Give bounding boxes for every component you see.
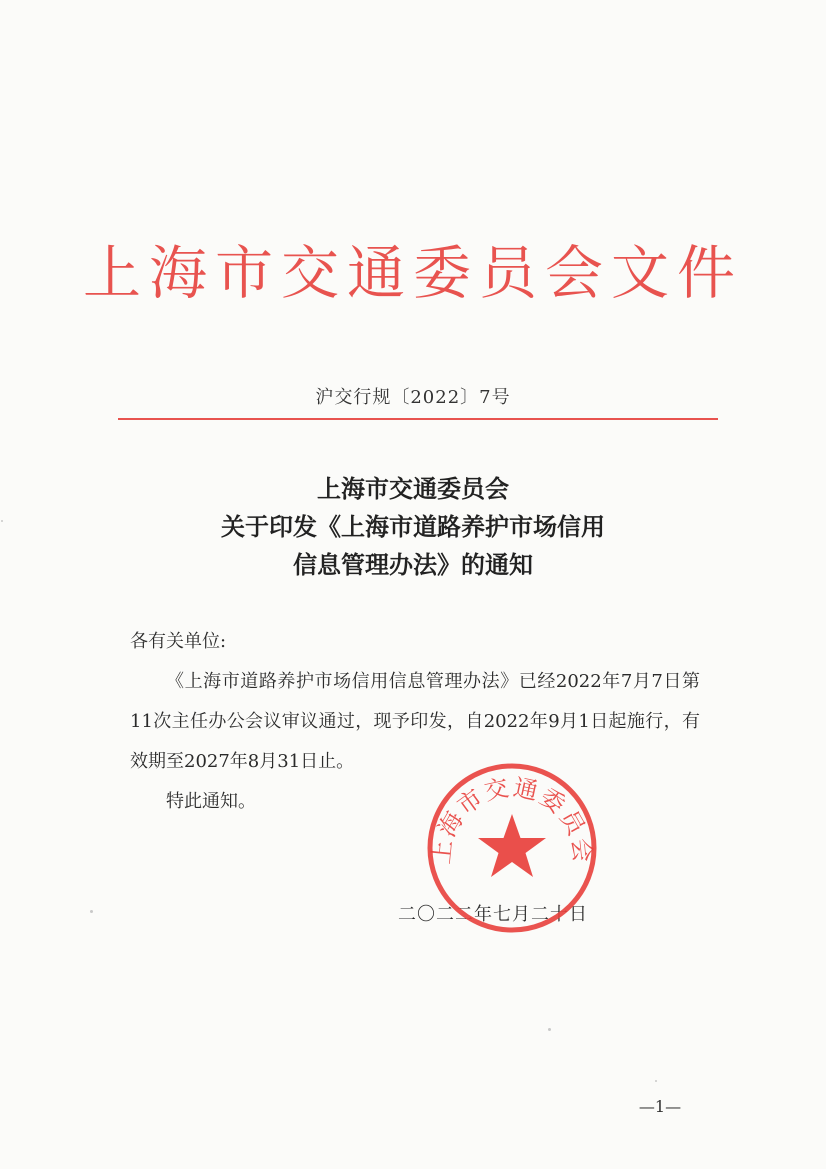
closing-remark: 特此通知。 xyxy=(166,791,256,812)
notice-title xyxy=(0,470,826,584)
page-number: —1— xyxy=(638,1097,682,1116)
seal-star-icon xyxy=(478,814,546,877)
body-paragraph: 《上海市道路养护市场信用信息管理办法》已经2022年7月7日第11次主任办公会议审议通过，现予印发，自2022年9月1日起施行，有效期至2027年8月31日止。 xyxy=(130,671,700,772)
red-divider-line xyxy=(118,418,718,420)
addressee: 各有关单位: xyxy=(130,631,227,652)
seal-text: 上海市交通委员会 xyxy=(427,773,597,866)
document-number: 沪交行规〔2022〕7号 xyxy=(315,387,511,408)
scan-speck xyxy=(90,910,93,913)
title-line-2: 关于印发《上海市道路养护市场信用 xyxy=(221,512,605,541)
scan-speck xyxy=(655,1080,657,1082)
official-seal xyxy=(424,760,600,936)
masthead-title: 上海市交通委员会文件 xyxy=(82,239,743,307)
title-line-1: 上海市交通委员会 xyxy=(317,474,509,503)
title-line-3: 信息管理办法》的通知 xyxy=(293,550,533,579)
scan-speck xyxy=(548,1028,551,1031)
scan-speck xyxy=(1,520,3,522)
issue-date: 二〇二二年七月二十日 xyxy=(398,904,588,925)
notice-body xyxy=(130,622,700,822)
